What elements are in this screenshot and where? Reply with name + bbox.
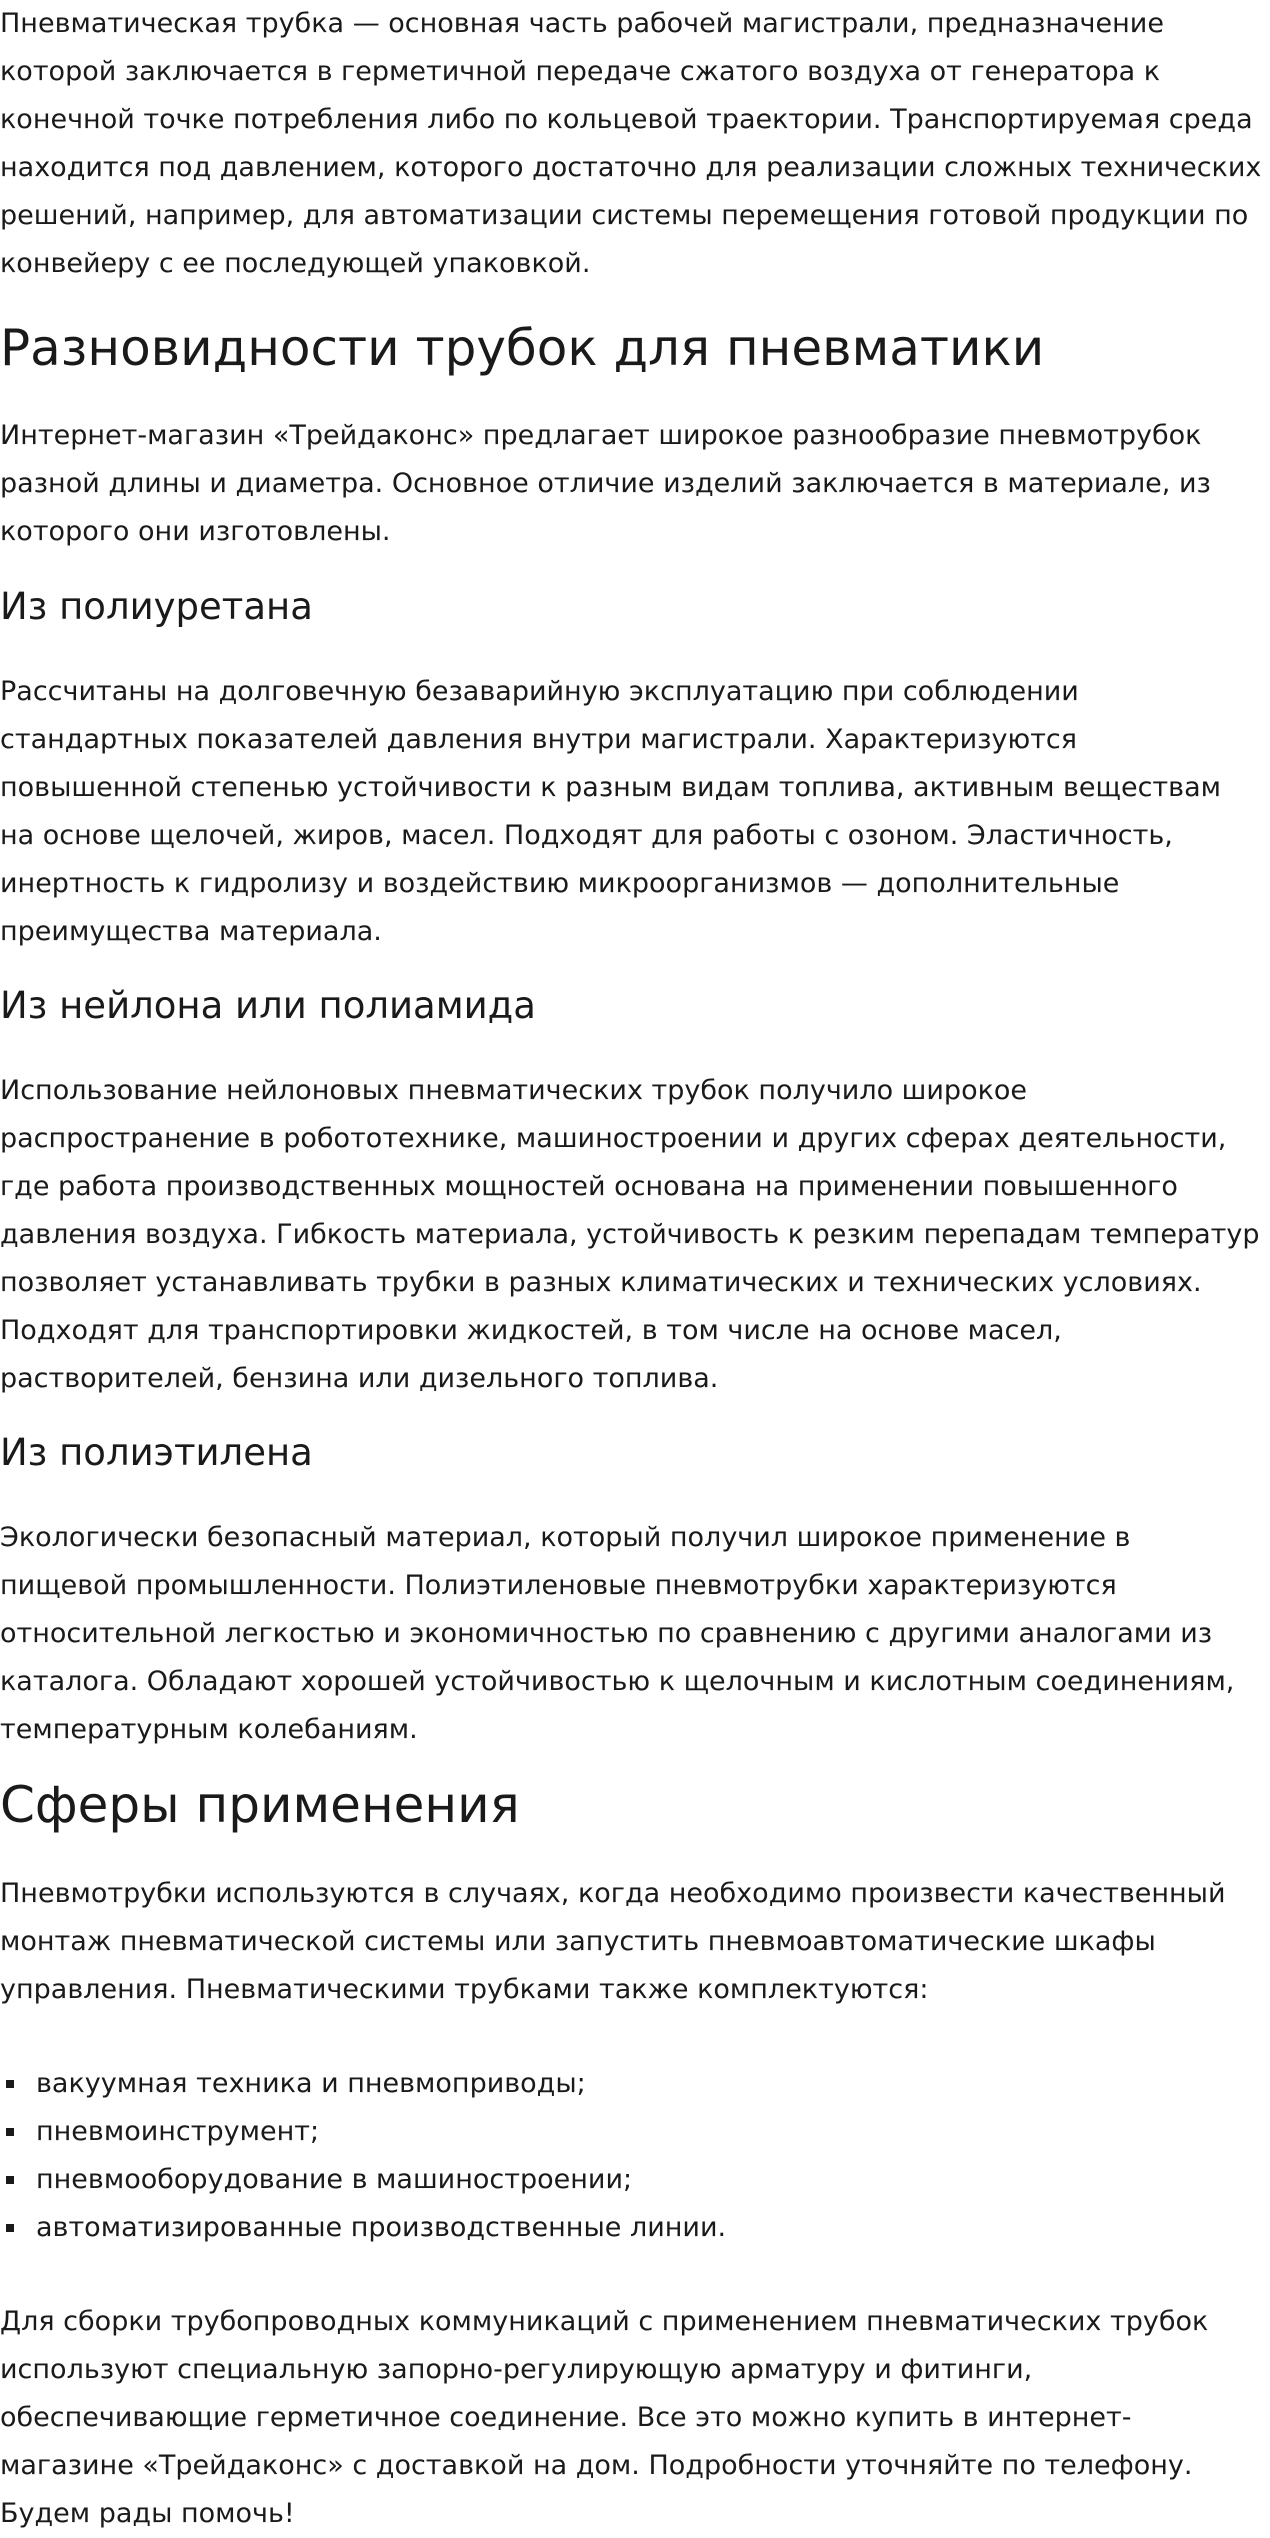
square-bullet-icon [6, 2080, 14, 2088]
square-bullet-icon [6, 2224, 14, 2232]
intro-paragraph: Пневматическая трубка — основная часть рабочей магистрали, предназначение которой заключается в герметичной передаче сжатого воздуха от генератора к конечной точке потребления либо по кольцевой траектории. Транспортируемая среда находится под давлением, которого достаточно для реализации сложных технических решений, например, для автоматизации системы перемещения готовой продукции по конвейеру с ее последующей упаковкой. [0, 8, 1262, 279]
subheading-polyamide: Из нейлона или полиамида [0, 984, 536, 1027]
list-item [0, 2108, 1262, 2156]
subheading-polyethylene: Из полиэтилена [0, 1431, 313, 1474]
polyethylene-paragraph: Экологически безопасный материал, который получил широкое применение в пищевой промышленности. Полиэтиленовые пневмотрубки характеризуются относительной легкостью и экономичностью по сравнению с другими аналогами из каталога. Обладают хорошей устойчивостью к щелочным и кислотным соединениям, температурным колебаниям. [0, 1522, 1235, 1745]
list-item-text: пневмооборудование в машиностроении; [36, 2164, 633, 2195]
polyamide-paragraph: Использование нейлоновых пневматических трубок получило широкое распространение в робототехнике, машиностроении и других сферах деятельности, где работа производственных мощностей основана на применении повышенного давления воздуха. Гибкость материала, устойчивость к резким перепадам температур позволяет устанавливать трубки в разных климатических и технических условиях. Подходят для транспортировки жидкостей, в том числе на основе масел, растворителей, бензина или дизельного топлива. [0, 1075, 1260, 1394]
square-bullet-icon [6, 2128, 14, 2136]
list-item [0, 2060, 1262, 2108]
section-heading-scope: Сферы применения [0, 1776, 520, 1834]
list-item-text: вакуумная техника и пневмоприводы; [36, 2068, 586, 2099]
section-heading-types: Разновидности трубок для пневматики [0, 319, 1045, 377]
square-bullet-icon [6, 2176, 14, 2184]
application-list [0, 2060, 1262, 2252]
final-paragraph: Для сборки трубопроводных коммуникаций с применением пневматических трубок используют специальную запорно-регулирующую арматуру и фитинги, обеспечивающие герметичное соединение. Все это можно купить в интернет-магазине «Трейдаконс» с доставкой на дом. Подробности уточняйте по телефону. Будем рады помочь! [0, 2306, 1209, 2529]
list-item-text: пневмоинструмент; [36, 2116, 320, 2147]
list-item [0, 2156, 1262, 2204]
scope-paragraph: Пневмотрубки используются в случаях, когда необходимо произвести качественный монтаж пневматической системы или запустить пневмоавтоматические шкафы управления. Пневматическими трубками также комплектуются: [0, 1878, 1226, 2005]
types-paragraph: Интернет-магазин «Трейдаконс» предлагает широкое разнообразие пневмотрубок разной длины и диаметра. Основное отличие изделий заключается в материале, из которого они изготовлены. [0, 420, 1211, 547]
list-item [0, 2204, 1262, 2252]
subheading-polyurethane: Из полиуретана [0, 585, 313, 628]
polyurethane-paragraph: Рассчитаны на долговечную безаварийную эксплуатацию при соблюдении стандартных показателей давления внутри магистрали. Характеризуются повышенной степенью устойчивости к разным видам топлива, активным веществам на основе щелочей, жиров, масел. Подходят для работы с озоном. Эластичность, инертность к гидролизу и воздействию микроорганизмов — дополнительные преимущества материала. [0, 676, 1221, 947]
list-item-text: автоматизированные производственные линии. [36, 2212, 727, 2243]
